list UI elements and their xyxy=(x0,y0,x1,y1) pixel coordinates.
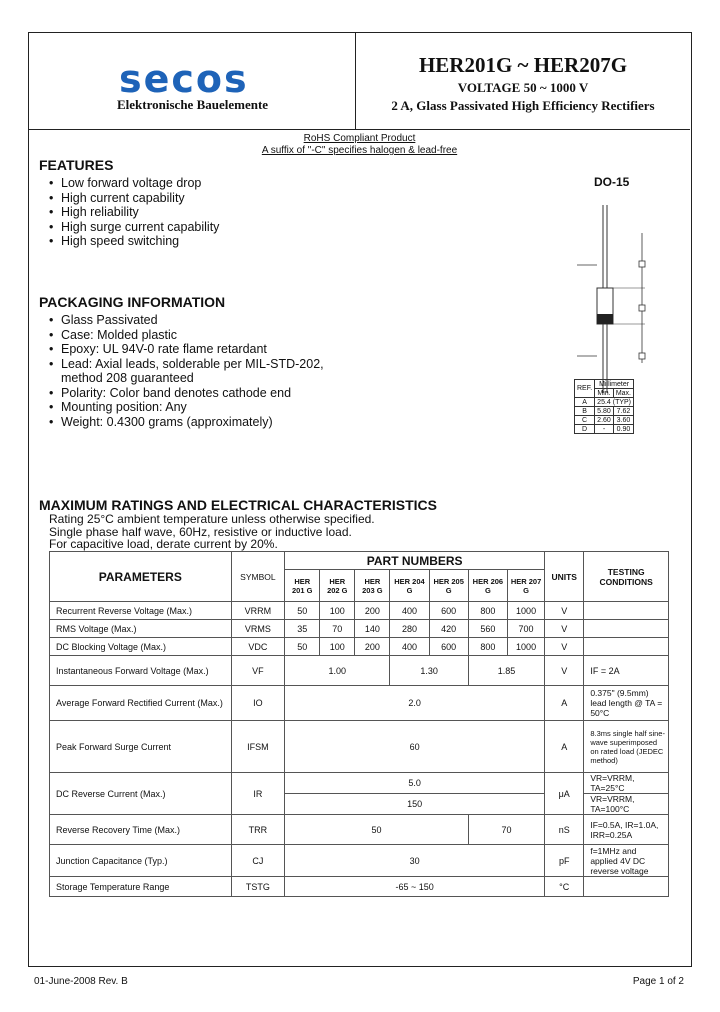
value: 200 xyxy=(355,602,390,620)
packaging-item: • Polarity: Color band denotes cathode end xyxy=(49,386,324,401)
condition: IF = 2A xyxy=(584,656,669,686)
rohs-line-2: A suffix of "-C" specifies halogen & lead-free xyxy=(261,145,458,156)
ratings-notes xyxy=(49,513,375,551)
dim-value: 25.4 (TYP) xyxy=(595,398,634,407)
part-number: HER 206 G xyxy=(468,570,507,602)
part-number: HER 203 G xyxy=(355,570,390,602)
part-number: HER 202 G xyxy=(320,570,355,602)
dim-min: 2.60 xyxy=(595,416,614,425)
packaging-lead-text: Lead: Axial leads, solderable per MIL-STD-202, xyxy=(61,356,324,371)
value: 70 xyxy=(320,620,355,638)
package-name: DO-15 xyxy=(594,175,630,189)
company-tagline: Elektronische Bauelemente xyxy=(117,97,269,112)
product-title: HER201G ~ HER207G xyxy=(418,53,628,77)
condition xyxy=(584,602,669,620)
value: 600 xyxy=(429,602,468,620)
product-subtitle: 2 A, Glass Passivated High Efficiency Rectifiers xyxy=(391,98,655,113)
packaging-item: • Weight: 0.4300 grams (approximately) xyxy=(49,415,324,430)
value: 800 xyxy=(468,602,507,620)
dim-header-unit: Millimeter xyxy=(595,380,634,389)
value: 50 xyxy=(285,602,320,620)
header-testing-conditions: TESTING CONDITIONS xyxy=(584,552,669,602)
condition: f=1MHz and applied 4V DC reverse voltage xyxy=(584,845,669,877)
param-vrrm: Recurrent Reverse Voltage (Max.) xyxy=(50,602,232,620)
unit: pF xyxy=(545,845,584,877)
packaging-list xyxy=(49,313,324,429)
packaging-item: • Case: Molded plastic xyxy=(49,328,324,343)
dim-ref: B xyxy=(575,407,595,416)
package-dimensions-table xyxy=(574,379,634,434)
symbol: IR xyxy=(231,773,285,815)
value: 5.0 xyxy=(285,773,545,794)
datasheet-frame xyxy=(28,32,692,967)
value: 700 xyxy=(508,620,545,638)
symbol: VRRM xyxy=(231,602,285,620)
value: 400 xyxy=(390,602,429,620)
revision-date: 01-June-2008 Rev. B xyxy=(34,976,128,987)
symbol: VF xyxy=(231,656,285,686)
value: 150 xyxy=(285,794,545,815)
param-io: Average Forward Rectified Current (Max.) xyxy=(50,686,232,721)
header xyxy=(29,33,690,130)
rohs-note xyxy=(29,133,690,157)
unit: μA xyxy=(545,773,584,815)
value: 100 xyxy=(320,602,355,620)
packaging-lead-cont: method 208 guaranteed xyxy=(61,371,194,385)
value: 560 xyxy=(468,620,507,638)
value: 60 xyxy=(285,721,545,773)
header-symbol: SYMBOL xyxy=(231,552,285,602)
value: 200 xyxy=(355,638,390,656)
rohs-line-1: RoHS Compliant Product xyxy=(303,133,416,144)
dim-ref: A xyxy=(575,398,595,407)
diode-outline-drawing xyxy=(569,193,679,393)
param-ir: DC Reverse Current (Max.) xyxy=(50,773,232,815)
header-parameters: PARAMETERS xyxy=(50,552,232,602)
value: 600 xyxy=(429,638,468,656)
symbol: TSTG xyxy=(231,877,285,897)
packaging-item: • Mounting position: Any xyxy=(49,400,324,415)
value: 1.30 xyxy=(390,656,468,686)
value: 800 xyxy=(468,638,507,656)
features-heading: FEATURES xyxy=(39,157,114,173)
dim-max: 7.62 xyxy=(613,407,633,416)
value: 280 xyxy=(390,620,429,638)
header-units: UNITS xyxy=(545,552,584,602)
ratings-heading: MAXIMUM RATINGS AND ELECTRICAL CHARACTERISTICS xyxy=(39,497,437,513)
condition: VR=VRRM, TA=100°C xyxy=(584,794,669,815)
unit: V xyxy=(545,620,584,638)
packaging-item xyxy=(49,357,324,386)
param-vdc: DC Blocking Voltage (Max.) xyxy=(50,638,232,656)
packaging-item: • Glass Passivated xyxy=(49,313,324,328)
value: 50 xyxy=(285,815,469,845)
value: 35 xyxy=(285,620,320,638)
value: 50 xyxy=(285,638,320,656)
value: 2.0 xyxy=(285,686,545,721)
packaging-item: • Epoxy: UL 94V-0 rate flame retardant xyxy=(49,342,324,357)
rating-note: Rating 25°C ambient temperature unless otherwise specified. xyxy=(49,512,375,526)
value: 1.00 xyxy=(285,656,390,686)
symbol: TRR xyxy=(231,815,285,845)
symbol: IO xyxy=(231,686,285,721)
part-number: HER 201 G xyxy=(285,570,320,602)
unit: V xyxy=(545,638,584,656)
characteristics-table xyxy=(49,551,669,897)
part-number: HER 205 G xyxy=(429,570,468,602)
unit: A xyxy=(545,686,584,721)
voltage-range: VOLTAGE 50 ~ 1000 V xyxy=(457,80,589,95)
dim-header-max: Max. xyxy=(613,389,633,398)
feature-item: • High current capability xyxy=(49,191,219,206)
dim-header-ref: REF. xyxy=(575,380,595,398)
condition xyxy=(584,638,669,656)
value: 1.85 xyxy=(468,656,544,686)
symbol: IFSM xyxy=(231,721,285,773)
dim-max: 3.60 xyxy=(613,416,633,425)
dim-min: - xyxy=(595,425,614,434)
value: -65 ~ 150 xyxy=(285,877,545,897)
condition xyxy=(584,620,669,638)
dim-max: 0.90 xyxy=(613,425,633,434)
part-number: HER 204 G xyxy=(390,570,429,602)
packaging-heading: PACKAGING INFORMATION xyxy=(39,294,226,310)
unit: A xyxy=(545,721,584,773)
logo-cell xyxy=(29,33,356,130)
symbol: VRMS xyxy=(231,620,285,638)
value: 30 xyxy=(285,845,545,877)
unit: V xyxy=(545,656,584,686)
company-logo: secos xyxy=(119,57,249,101)
package-diagram xyxy=(569,175,679,405)
condition: 8.3ms single half sine-wave superimposed on rated load (JEDEC method) xyxy=(584,721,669,773)
feature-item: • High surge current capability xyxy=(49,220,219,235)
feature-item: • High speed switching xyxy=(49,234,219,249)
value: 420 xyxy=(429,620,468,638)
dim-min: 5.80 xyxy=(595,407,614,416)
unit: °C xyxy=(545,877,584,897)
value: 1000 xyxy=(508,638,545,656)
symbol: CJ xyxy=(231,845,285,877)
rating-note: For capacitive load, derate current by 20%. xyxy=(49,537,278,551)
header-part-numbers: PART NUMBERS xyxy=(285,552,545,570)
param-tstg: Storage Temperature Range xyxy=(50,877,232,897)
condition xyxy=(584,877,669,897)
dim-ref: D xyxy=(575,425,595,434)
feature-item: • High reliability xyxy=(49,205,219,220)
param-ifsm: Peak Forward Surge Current xyxy=(50,721,232,773)
part-number: HER 207 G xyxy=(508,570,545,602)
value: 140 xyxy=(355,620,390,638)
condition: VR=VRRM, TA=25°C xyxy=(584,773,669,794)
features-list xyxy=(49,176,219,249)
dim-header-min: Min. xyxy=(595,389,614,398)
value: 400 xyxy=(390,638,429,656)
value: 1000 xyxy=(508,602,545,620)
page-number: Page 1 of 2 xyxy=(632,976,684,987)
dim-ref: C xyxy=(575,416,595,425)
unit: nS xyxy=(545,815,584,845)
param-cj: Junction Capacitance (Typ.) xyxy=(50,845,232,877)
param-trr: Reverse Recovery Time (Max.) xyxy=(50,815,232,845)
value: 70 xyxy=(468,815,544,845)
symbol: VDC xyxy=(231,638,285,656)
title-cell xyxy=(356,33,690,130)
condition: 0.375" (9.5mm) lead length @ TA = 50°C xyxy=(584,686,669,721)
rating-note: Single phase half wave, 60Hz, resistive or inductive load. xyxy=(49,524,352,539)
param-vf: Instantaneous Forward Voltage (Max.) xyxy=(50,656,232,686)
param-vrms: RMS Voltage (Max.) xyxy=(50,620,232,638)
feature-item: • Low forward voltage drop xyxy=(49,176,219,191)
unit: V xyxy=(545,602,584,620)
condition: IF=0.5A, IR=1.0A, IRR=0.25A xyxy=(584,815,669,845)
value: 100 xyxy=(320,638,355,656)
